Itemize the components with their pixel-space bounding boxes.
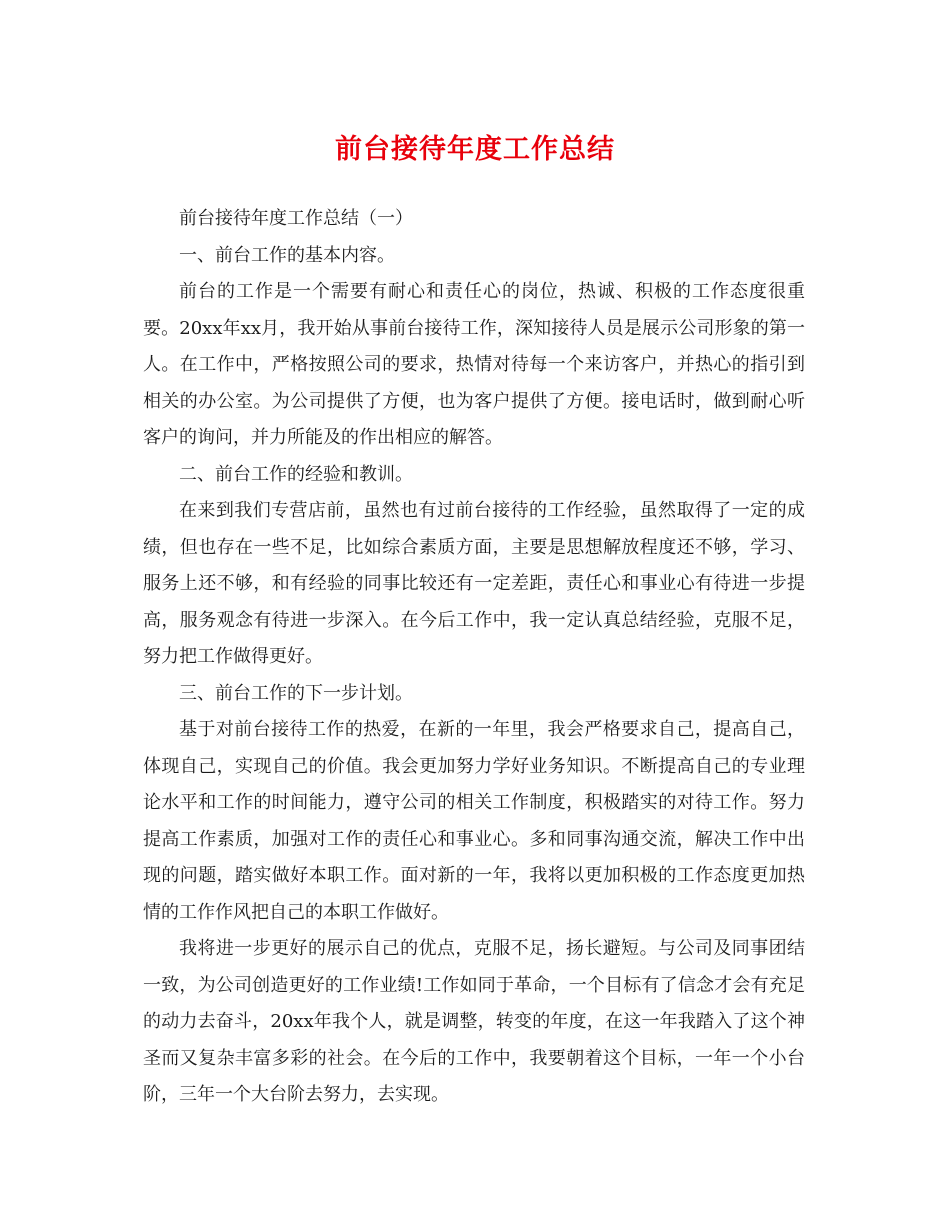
section-heading-basic-content: 一、前台工作的基本内容。 xyxy=(179,244,395,266)
document-title: 前台接待年度工作总结 xyxy=(335,134,615,165)
paragraph-basic-content: 前台的工作是一个需要有耐心和责任心的岗位，热诚、积极的工作态度很重要。20xx年xx月，我开始从事前台接待工作，深知接待人员是展示公司形象的第一人。在工作中，严格按照公司的要求，热情对待每一个来访客户，并热心的指引到相关的办公室。为公司提供了方便，也为客户提供了方便。接电话时，做到耐心听客户的询问，并力所能及的作出相应的解答。 xyxy=(143,281,805,448)
section-heading-intro: 前台接待年度工作总结（一） xyxy=(179,208,413,229)
section-heading-next-plan: 三、前台工作的下一步计划。 xyxy=(179,682,413,704)
paragraph-next-plan: 基于对前台接待工作的热爱，在新的一年里，我会严格要求自己，提高自己，体现自己，实现自己的价值。我会更加努力学好业务知识。不断提高自己的专业理论水平和工作的时间能力，遵守公司的相关工作制度，积极踏实的对待工作。努力提高工作素质，加强对工作的责任心和事业心。多和同事沟通交流，解决工作中出现的问题，踏实做好本职工作。面对新的一年，我将以更加积极的工作态度更加热情的工作作风把自己的本职工作做好。 xyxy=(143,719,805,923)
document-body xyxy=(143,201,805,1114)
section-heading-experience: 二、前台工作的经验和教训。 xyxy=(179,463,413,485)
paragraph-experience: 在来到我们专营店前，虽然也有过前台接待的工作经验，虽然取得了一定的成绩，但也存在一些不足，比如综合素质方面，主要是思想解放程度还不够，学习、服务上还不够，和有经验的同事比较还有一定差距，责任心和事业心有待进一步提高，服务观念有待进一步深入。在今后工作中，我一定认真总结经验，克服不足，努力把工作做得更好。 xyxy=(143,500,805,667)
paragraph-closing: 我将进一步更好的展示自己的优点，克服不足，扬长避短。与公司及同事团结一致，为公司创造更好的工作业绩!工作如同于革命，一个目标有了信念才会有充足的动力去奋斗，20xx年我个人，就是调整，转变的年度，在这一年我踏入了这个神圣而又复杂丰富多彩的社会。在今后的工作中，我要朝着这个目标，一年一个小台阶，三年一个大台阶去努力，去实现。 xyxy=(143,938,805,1105)
